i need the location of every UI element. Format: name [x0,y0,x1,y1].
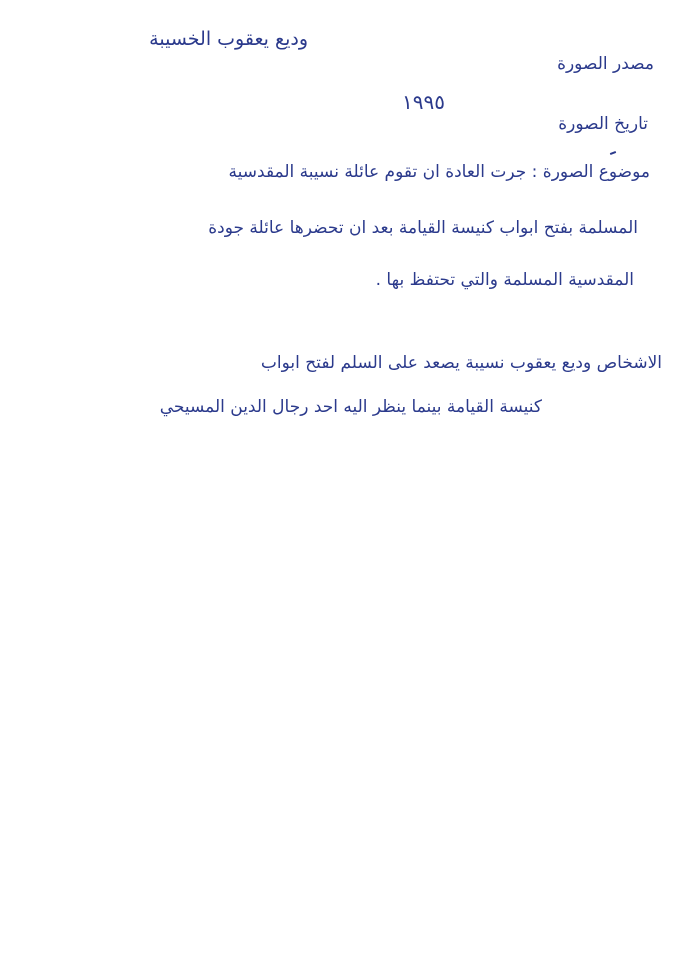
photo-date-value: ١٩٩٥ [402,90,445,114]
photo-persons-line-2: كنيسة القيامة بينما ينظر اليه احد رجال الدين المسيحي [159,397,542,417]
pen-mark [610,151,616,155]
photo-source-value: وديع يعقوب الخسيبة [149,28,308,50]
photo-subject-line-1: موضوع الصورة : جرت العادة ان تقوم عائلة نسيبة المقدسية [228,162,650,182]
photo-date-label: تاريخ الصورة [558,114,648,134]
photo-subject-line-3: المقدسية المسلمة والتي تحتفظ بها . [375,270,634,290]
photo-subject-line-2: المسلمة بفتح ابواب كنيسة القيامة بعد ان تحضرها عائلة جودة [208,218,638,238]
photo-persons-line-1: الاشخاص وديع يعقوب نسيبة يصعد على السلم لفتح ابواب [260,353,662,373]
photo-source-label: مصدر الصورة [557,54,654,74]
